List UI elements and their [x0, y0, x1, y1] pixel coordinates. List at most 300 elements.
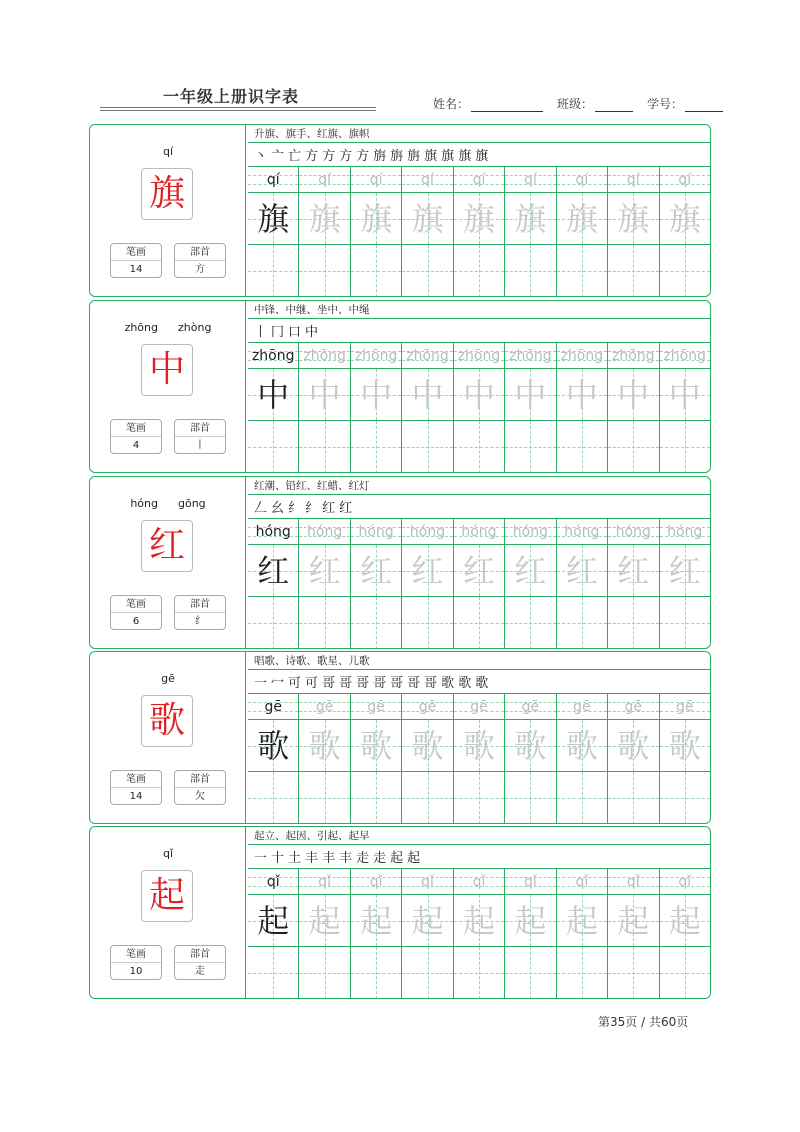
pinyin-reading: qǐ — [162, 847, 174, 860]
pinyin-cell[interactable] — [402, 167, 452, 193]
writing-cell[interactable] — [608, 369, 658, 421]
blank-writing-cell[interactable] — [351, 421, 401, 473]
writing-cell[interactable] — [505, 720, 555, 772]
pinyin-text: gē — [521, 699, 540, 715]
pinyin-text: gē — [367, 699, 385, 715]
practice-column — [454, 869, 505, 998]
stroke-order — [248, 143, 710, 167]
id-label: 学号： — [647, 97, 684, 111]
writing-cell[interactable] — [299, 369, 349, 421]
pinyin-cell[interactable] — [248, 694, 298, 720]
pinyin-cell[interactable] — [248, 519, 298, 545]
trace-character: 歌 — [360, 727, 393, 765]
writing-cell[interactable] — [248, 193, 298, 245]
blank-writing-cell[interactable] — [454, 245, 504, 297]
stroke-step: 旗 — [475, 149, 489, 164]
pinyin-cell[interactable] — [557, 519, 607, 545]
writing-cell[interactable] — [454, 895, 504, 947]
pinyin-text: zhōng — [303, 348, 346, 364]
blank-writing-cell[interactable] — [505, 772, 555, 824]
stroke-count-label: 笔画 — [111, 596, 161, 613]
blank-writing-cell[interactable] — [299, 245, 349, 297]
blank-writing-cell[interactable] — [299, 421, 349, 473]
stroke-step: 冖 — [271, 676, 285, 691]
blank-writing-cell[interactable] — [402, 772, 452, 824]
pinyin-cell[interactable] — [299, 167, 349, 193]
blank-writing-cell[interactable] — [402, 947, 452, 999]
trace-character: 中 — [360, 376, 393, 414]
trace-character: 旗 — [411, 200, 444, 238]
practice-column — [660, 869, 710, 998]
blank-writing-cell[interactable] — [557, 597, 607, 649]
writing-cell[interactable] — [557, 545, 607, 597]
writing-cell[interactable] — [402, 895, 452, 947]
pinyin-text: qǐ — [575, 874, 589, 890]
pinyin-text: zhōng — [354, 348, 398, 364]
pinyin-cell[interactable] — [557, 694, 607, 720]
pinyin-text: qǐ — [318, 874, 332, 890]
stroke-order — [248, 670, 710, 694]
writing-cell[interactable] — [505, 895, 555, 947]
pinyin-text: zhōng — [251, 348, 295, 364]
practice-column — [608, 519, 659, 648]
blank-writing-cell[interactable] — [402, 597, 452, 649]
pinyin-cell[interactable] — [351, 343, 401, 369]
pinyin-cell[interactable] — [660, 343, 710, 369]
practice-column — [299, 694, 350, 823]
char-card — [89, 300, 711, 473]
blank-writing-cell[interactable] — [454, 597, 504, 649]
practice-column — [505, 167, 556, 296]
stroke-step: 𠃋 — [254, 501, 268, 516]
pinyin-cell[interactable] — [454, 519, 504, 545]
stroke-step: 歌 — [458, 676, 472, 691]
writing-cell[interactable] — [660, 193, 710, 245]
blank-writing-cell[interactable] — [454, 947, 504, 999]
writing-cell[interactable] — [505, 369, 555, 421]
trace-character: 红 — [308, 552, 341, 590]
blank-writing-cell[interactable] — [660, 421, 710, 473]
pinyin-text: zhōng — [612, 348, 655, 364]
trace-character: 红 — [668, 552, 701, 590]
practice-column — [248, 694, 299, 823]
char-card — [89, 651, 711, 824]
stroke-step: 旃 — [390, 149, 404, 164]
stroke-count-box — [110, 419, 162, 454]
class-field[interactable] — [557, 95, 633, 112]
trace-character: 旗 — [617, 200, 650, 238]
pinyin-row — [90, 847, 246, 860]
stroke-step: 歌 — [441, 676, 455, 691]
practice-column — [454, 343, 505, 472]
trace-character: 红 — [411, 552, 444, 590]
pinyin-text: hóng — [461, 524, 497, 540]
writing-cell[interactable] — [608, 193, 658, 245]
trace-character: 旗 — [514, 200, 547, 238]
pinyin-text: qǐ — [626, 874, 640, 890]
stroke-count-box — [110, 770, 162, 805]
writing-cell[interactable] — [351, 720, 401, 772]
stroke-step: 冂 — [271, 325, 285, 340]
blank-writing-cell[interactable] — [402, 421, 452, 473]
example-words: 红潮、铅红、红蜡、红灯 — [248, 477, 710, 495]
blank-writing-cell[interactable] — [608, 772, 658, 824]
blank-writing-cell[interactable] — [608, 947, 658, 999]
stroke-step: 起 — [390, 851, 404, 866]
pinyin-cell[interactable] — [660, 869, 710, 895]
stroke-step: 丶 — [254, 149, 268, 164]
pinyin-text: gē — [624, 699, 643, 715]
writing-cell[interactable] — [660, 895, 710, 947]
pinyin-cell[interactable] — [608, 519, 658, 545]
blank-writing-cell[interactable] — [505, 421, 555, 473]
stroke-step: 走 — [356, 851, 370, 866]
trace-character: 起 — [514, 902, 547, 940]
pinyin-cell[interactable] — [402, 519, 452, 545]
blank-writing-cell[interactable] — [248, 772, 298, 824]
practice-column — [660, 519, 710, 648]
pinyin-cell[interactable] — [299, 869, 349, 895]
pinyin-cell[interactable] — [608, 167, 658, 193]
class-label: 班级： — [557, 97, 594, 111]
stroke-step: 走 — [373, 851, 387, 866]
writing-cell[interactable] — [248, 369, 298, 421]
blank-writing-cell[interactable] — [557, 772, 607, 824]
pinyin-text: qí — [421, 172, 434, 188]
practice-column — [557, 167, 608, 296]
writing-cell[interactable] — [660, 369, 710, 421]
stroke-step: 哥 — [339, 676, 353, 691]
trace-character: 中 — [411, 376, 444, 414]
trace-character: 旗 — [360, 200, 393, 238]
blank-writing-cell[interactable] — [608, 597, 658, 649]
pinyin-row — [90, 321, 246, 334]
pinyin-cell[interactable] — [660, 519, 710, 545]
practice-column — [660, 167, 710, 296]
practice-column — [505, 694, 556, 823]
blank-writing-cell[interactable] — [454, 421, 504, 473]
blank-writing-cell[interactable] — [660, 947, 710, 999]
char-info-panel — [90, 301, 246, 472]
trace-character: 中 — [257, 376, 290, 414]
blank-writing-cell[interactable] — [351, 772, 401, 824]
pinyin-cell[interactable] — [351, 519, 401, 545]
blank-writing-cell[interactable] — [299, 947, 349, 999]
example-words: 唱歌、诗歌、歌星、儿歌 — [248, 652, 710, 670]
stroke-step: 哥 — [356, 676, 370, 691]
name-field[interactable] — [433, 95, 543, 112]
trace-character: 中 — [514, 376, 547, 414]
char-card — [89, 826, 711, 999]
radical-box — [174, 243, 226, 278]
pinyin-row — [90, 497, 246, 510]
practice-column — [402, 343, 453, 472]
pinyin-row — [90, 145, 246, 158]
practice-column — [660, 343, 710, 472]
writing-cell[interactable] — [248, 545, 298, 597]
pinyin-cell[interactable] — [505, 869, 555, 895]
blank-writing-cell[interactable] — [608, 421, 658, 473]
pinyin-cell[interactable] — [505, 519, 555, 545]
writing-cell[interactable] — [351, 369, 401, 421]
blank-writing-cell[interactable] — [351, 947, 401, 999]
pinyin-cell[interactable] — [248, 343, 298, 369]
pinyin-cell[interactable] — [608, 869, 658, 895]
stroke-step: 可 — [288, 676, 302, 691]
stroke-count-box — [110, 243, 162, 278]
pinyin-cell[interactable] — [557, 167, 607, 193]
writing-cell[interactable] — [299, 720, 349, 772]
stroke-step: 方 — [339, 149, 353, 164]
writing-cell[interactable] — [454, 545, 504, 597]
writing-cell[interactable] — [402, 369, 452, 421]
blank-writing-cell[interactable] — [248, 421, 298, 473]
pinyin-cell[interactable] — [351, 869, 401, 895]
pinyin-cell[interactable] — [351, 167, 401, 193]
blank-writing-cell[interactable] — [351, 245, 401, 297]
practice-column — [608, 167, 659, 296]
writing-cell[interactable] — [454, 193, 504, 245]
trace-character: 歌 — [668, 727, 701, 765]
practice-column — [557, 869, 608, 998]
pinyin-cell[interactable] — [505, 694, 555, 720]
trace-character: 起 — [617, 902, 650, 940]
practice-column — [402, 167, 453, 296]
pinyin-text: gē — [573, 699, 591, 715]
blank-writing-cell[interactable] — [299, 772, 349, 824]
blank-writing-cell[interactable] — [505, 597, 555, 649]
blank-writing-cell[interactable] — [608, 245, 658, 297]
pinyin-cell[interactable] — [557, 343, 607, 369]
practice-column — [608, 343, 659, 472]
radical-box — [174, 945, 226, 980]
stroke-step: 方 — [356, 149, 370, 164]
blank-writing-cell[interactable] — [248, 245, 298, 297]
writing-cell[interactable] — [505, 545, 555, 597]
practice-column — [505, 869, 556, 998]
pinyin-cell[interactable] — [402, 343, 452, 369]
pinyin-text: qí — [266, 172, 280, 188]
trace-character: 旗 — [668, 200, 701, 238]
blank-writing-cell[interactable] — [351, 597, 401, 649]
char-info-panel — [90, 477, 246, 648]
writing-cell[interactable] — [402, 193, 452, 245]
writing-cell[interactable] — [248, 895, 298, 947]
practice-column — [454, 519, 505, 648]
blank-writing-cell[interactable] — [557, 421, 607, 473]
blank-writing-cell[interactable] — [660, 245, 710, 297]
writing-cell[interactable] — [557, 720, 607, 772]
blank-writing-cell[interactable] — [454, 772, 504, 824]
pinyin-text: qǐ — [369, 874, 383, 890]
practice-column — [505, 519, 556, 648]
pinyin-cell[interactable] — [402, 869, 452, 895]
practice-column — [248, 519, 299, 648]
practice-column — [351, 167, 402, 296]
trace-character: 中 — [462, 376, 495, 414]
trace-character: 红 — [514, 552, 547, 590]
writing-cell[interactable] — [660, 720, 710, 772]
stroke-order — [248, 319, 710, 343]
writing-cell[interactable] — [454, 369, 504, 421]
stroke-step: 一 — [254, 851, 268, 866]
pinyin-cell[interactable] — [248, 167, 298, 193]
writing-cell[interactable] — [299, 193, 349, 245]
writing-cell[interactable] — [402, 545, 452, 597]
stroke-step: 红 — [322, 501, 336, 516]
example-words: 中锋、中继、坐中、中绳 — [248, 301, 710, 319]
pinyin-text: qí — [626, 172, 640, 188]
practice-column — [608, 869, 659, 998]
stroke-step: 丰 — [322, 851, 336, 866]
writing-cell[interactable] — [454, 720, 504, 772]
writing-cell[interactable] — [299, 545, 349, 597]
example-words: 起立、起因、引起、起早 — [248, 827, 710, 845]
radical-label: 部首 — [175, 596, 225, 613]
blank-writing-cell[interactable] — [505, 245, 555, 297]
blank-writing-cell[interactable] — [557, 245, 607, 297]
pinyin-cell[interactable] — [660, 167, 710, 193]
practice-column — [299, 869, 350, 998]
stroke-count-label: 笔画 — [111, 771, 161, 788]
pinyin-cell[interactable] — [402, 694, 452, 720]
pinyin-text: qí — [318, 172, 332, 188]
radical-box — [174, 770, 226, 805]
pinyin-cell[interactable] — [660, 694, 710, 720]
blank-writing-cell[interactable] — [248, 947, 298, 999]
pinyin-text: qǐ — [266, 874, 280, 890]
pinyin-reading: hóng — [130, 497, 158, 510]
pinyin-text: qí — [524, 172, 537, 188]
pinyin-text: qí — [369, 172, 383, 188]
radical-value: 方 — [195, 264, 205, 275]
writing-cell[interactable] — [608, 720, 658, 772]
writing-cell[interactable] — [608, 545, 658, 597]
pinyin-cell[interactable] — [299, 343, 349, 369]
pinyin-cell[interactable] — [454, 343, 504, 369]
radical-value: 走 — [195, 966, 205, 977]
pinyin-cell[interactable] — [608, 343, 658, 369]
blank-writing-cell[interactable] — [299, 597, 349, 649]
trace-character: 旗 — [257, 200, 290, 238]
stroke-step: 亠 — [271, 149, 285, 164]
blank-writing-cell[interactable] — [660, 597, 710, 649]
blank-writing-cell[interactable] — [660, 772, 710, 824]
page-number: 第35页 / 共60页 — [598, 1015, 689, 1029]
pinyin-text: gē — [264, 699, 282, 715]
writing-cell[interactable] — [660, 545, 710, 597]
blank-writing-cell[interactable] — [248, 597, 298, 649]
stroke-step: 哥 — [373, 676, 387, 691]
writing-cell[interactable] — [557, 193, 607, 245]
char-info-panel — [90, 652, 246, 823]
pinyin-text: hóng — [512, 524, 548, 540]
pinyin-cell[interactable] — [299, 519, 349, 545]
pinyin-cell[interactable] — [557, 869, 607, 895]
pinyin-reading: gōng — [177, 497, 206, 510]
practice-column — [299, 519, 350, 648]
stroke-step: 中 — [305, 325, 319, 340]
stroke-step: 旃 — [407, 149, 421, 164]
pinyin-cell[interactable] — [505, 167, 555, 193]
radical-label: 部首 — [175, 771, 225, 788]
pinyin-text: hóng — [255, 524, 291, 540]
stroke-step: 口 — [288, 325, 302, 340]
radical-value: 丨 — [195, 440, 205, 451]
pinyin-text: zhōng — [457, 348, 501, 364]
pinyin-cell[interactable] — [454, 694, 504, 720]
pinyin-cell[interactable] — [454, 869, 504, 895]
trace-character: 红 — [360, 552, 393, 590]
pinyin-cell[interactable] — [454, 167, 504, 193]
blank-writing-cell[interactable] — [402, 245, 452, 297]
writing-cell[interactable] — [608, 895, 658, 947]
writing-cell[interactable] — [351, 895, 401, 947]
writing-cell[interactable] — [557, 895, 607, 947]
practice-grid — [248, 869, 710, 998]
stroke-step: 起 — [407, 851, 421, 866]
blank-writing-cell[interactable] — [557, 947, 607, 999]
trace-character: 红 — [617, 552, 650, 590]
practice-column — [299, 167, 350, 296]
example-words: 升旗、旗手、红旗、旗帜 — [248, 125, 710, 143]
pinyin-text: qǐ — [421, 874, 434, 890]
pinyin-text: zhōng — [509, 348, 552, 364]
trace-character: 起 — [308, 902, 341, 940]
pinyin-cell[interactable] — [351, 694, 401, 720]
stroke-count-value: 6 — [132, 616, 140, 627]
stroke-step: 歌 — [475, 676, 489, 691]
pinyin-cell[interactable] — [299, 694, 349, 720]
stroke-count-value: 14 — [129, 264, 143, 275]
writing-cell[interactable] — [505, 193, 555, 245]
trace-character: 红 — [257, 552, 290, 590]
writing-cell[interactable] — [248, 720, 298, 772]
writing-cell[interactable] — [402, 720, 452, 772]
trace-character: 旗 — [565, 200, 598, 238]
stroke-step: 幺 — [271, 501, 285, 516]
blank-writing-cell[interactable] — [505, 947, 555, 999]
trace-character: 歌 — [617, 727, 650, 765]
pinyin-text: qí — [678, 172, 692, 188]
radical-label: 部首 — [175, 420, 225, 437]
writing-cell[interactable] — [557, 369, 607, 421]
id-field[interactable] — [647, 95, 723, 112]
trace-character: 起 — [411, 902, 444, 940]
practice-column — [557, 694, 608, 823]
writing-cell[interactable] — [351, 193, 401, 245]
writing-cell[interactable] — [299, 895, 349, 947]
writing-cell[interactable] — [351, 545, 401, 597]
pinyin-text: qí — [575, 172, 589, 188]
pinyin-text: hóng — [615, 524, 651, 540]
stroke-count-box — [110, 945, 162, 980]
student-fields — [433, 95, 723, 112]
char-info-panel — [90, 125, 246, 296]
practice-column — [402, 869, 453, 998]
stroke-count-box — [110, 595, 162, 630]
stroke-step: 旗 — [458, 149, 472, 164]
stroke-step: 哥 — [424, 676, 438, 691]
pinyin-cell[interactable] — [248, 869, 298, 895]
radical-value: 纟 — [195, 616, 205, 627]
pinyin-cell[interactable] — [505, 343, 555, 369]
practice-column — [402, 519, 453, 648]
pinyin-cell[interactable] — [608, 694, 658, 720]
pinyin-text: qǐ — [678, 874, 692, 890]
stroke-step: 一 — [254, 676, 268, 691]
pinyin-text: hóng — [409, 524, 446, 540]
